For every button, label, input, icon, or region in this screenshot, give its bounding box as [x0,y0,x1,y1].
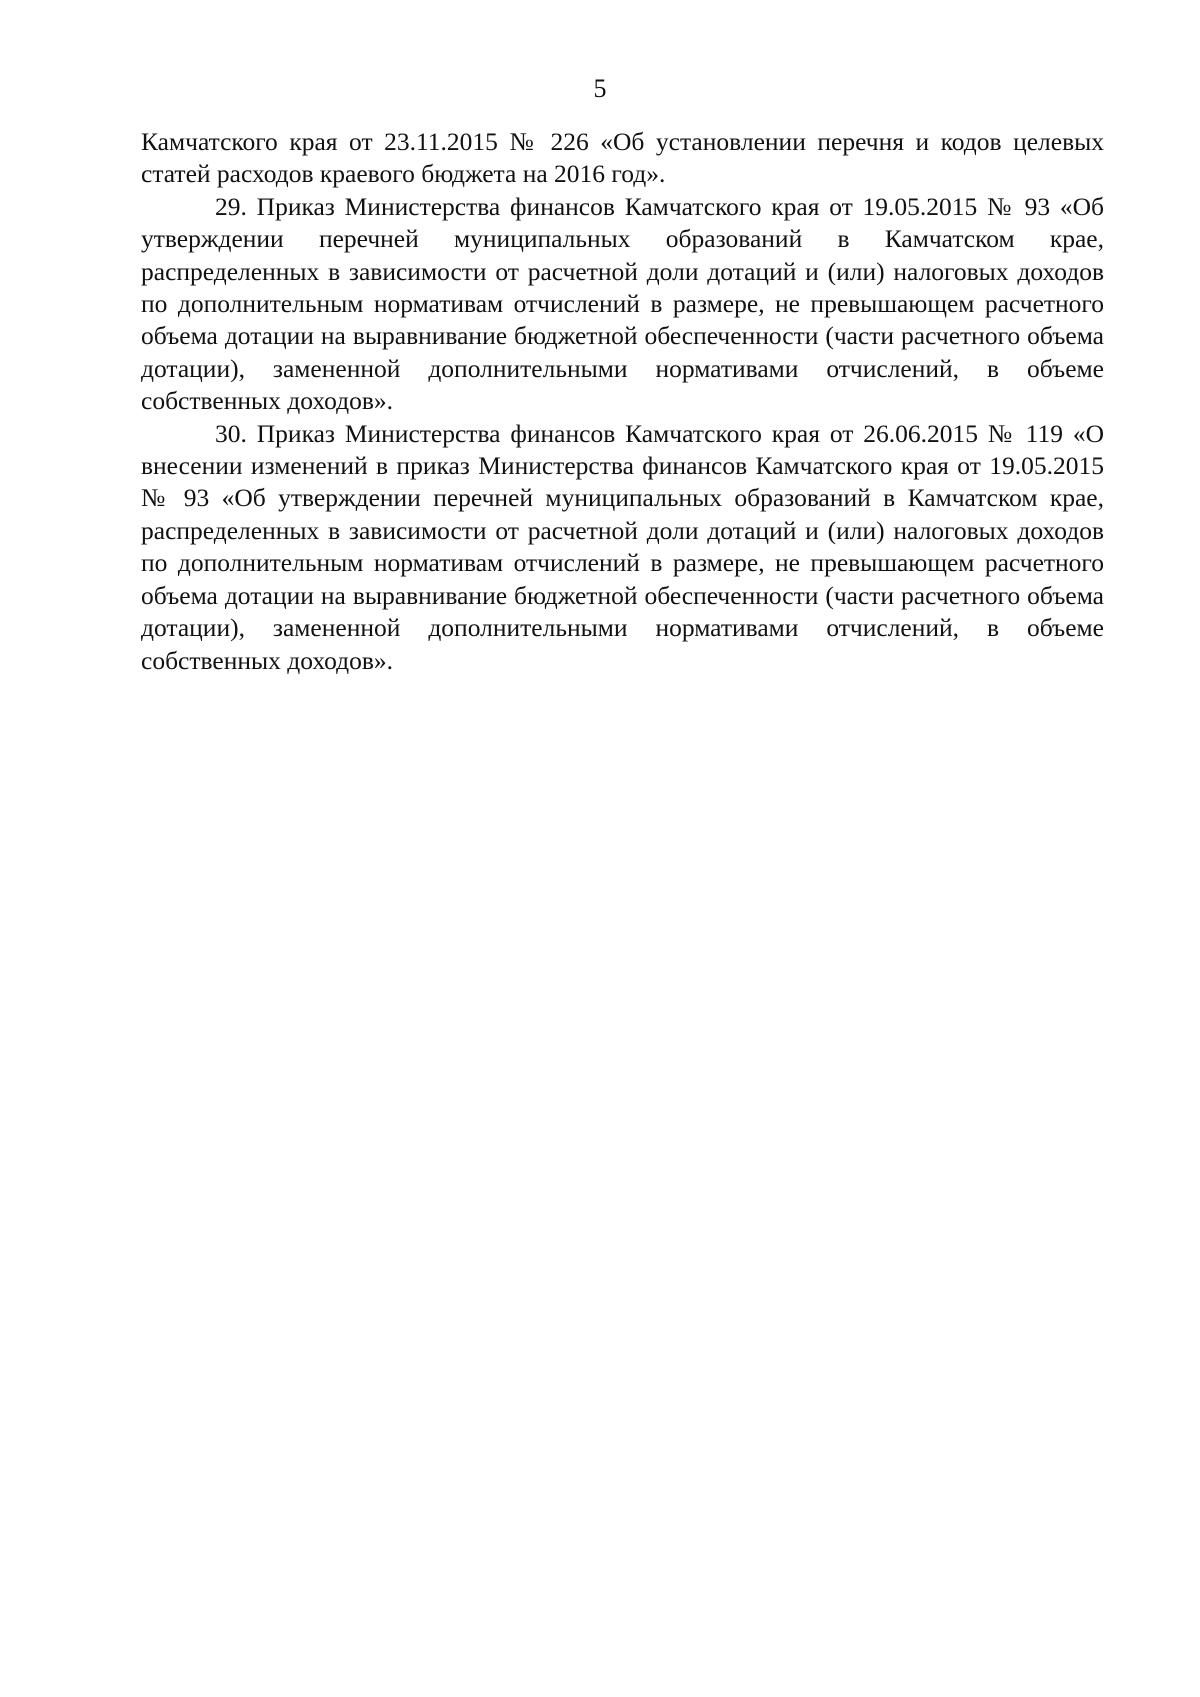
document-body [141,126,1104,677]
paragraph-item-29: 29. Приказ Министерства финансов Камчатского края от 19.05.2015 № 93 «Об утверждении перечней муниципальных образований в Камчатском крае, распределенных в зависимости от расчетной доли дотаций и (или) налоговых доходов по дополнительным нормативам отчислений в размере, не превышающем расчетного объема дотации на выравнивание бюджетной обеспеченности (части расчетного объема дотации), замененной дополнительными нормативами отчислений, в объеме собственных доходов». [141,191,1104,416]
page-number: 5 [593,74,607,103]
paragraph-continuation: Камчатского края от 23.11.2015 № 226 «Об установлении перечня и кодов целевых статей расходов краевого бюджета на 2016 год». [141,127,1104,189]
paragraph-item-30: 30. Приказ Министерства финансов Камчатского края от 26.06.2015 № 119 «О внесении изменений в приказ Министерства финансов Камчатского края от 19.05.2015 № 93 «Об утверждении перечней муниципальных образований в Камчатском крае, распределенных в зависимости от расчетной доли дотаций и (или) налоговых доходов по дополнительным нормативам отчислений в размере, не превышающем расчетного объема дотации на выравнивание бюджетной обеспеченности (части расчетного объема дотации), замененной дополнительными нормативами отчислений, в объеме собственных доходов». [141,418,1104,675]
